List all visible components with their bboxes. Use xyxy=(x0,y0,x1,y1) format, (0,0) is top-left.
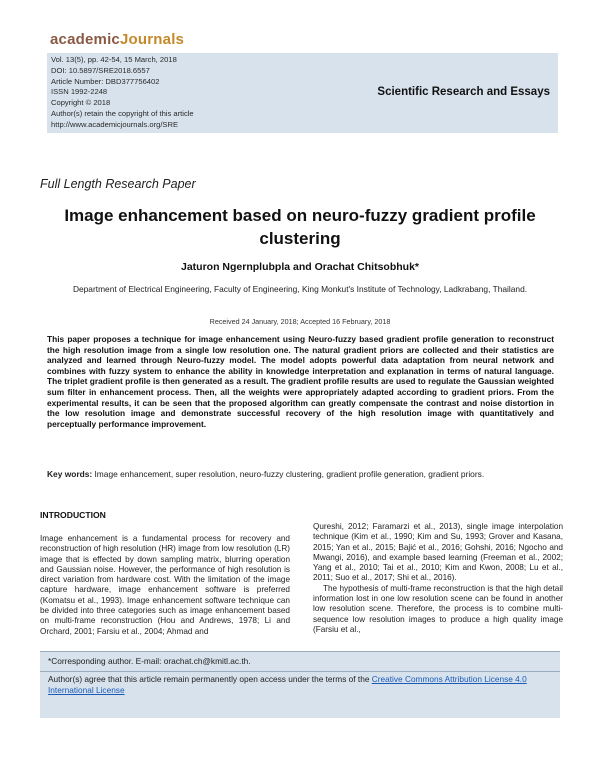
author-affiliation: Department of Electrical Engineering, Faculty of Engineering, King Monkut's Institute of Technology, Ladkrabang, Thailand. xyxy=(72,284,528,294)
license-link[interactable]: Creative Commons Attribution License 4.0 International License xyxy=(48,674,527,695)
logo-part-journals: Journals xyxy=(119,31,185,48)
meta-volume: Vol. 13(5), pp. 42-54, 15 March, 2018 xyxy=(51,55,177,64)
journal-logo xyxy=(50,31,184,48)
keywords-label: Key words: xyxy=(47,469,93,479)
logo-part-academic: academic xyxy=(50,31,120,48)
meta-rights: Author(s) retain the copyright of this article xyxy=(51,108,194,118)
received-accepted-dates: Received 24 January, 2018; Accepted 16 February, 2018 xyxy=(209,317,391,326)
article-meta xyxy=(51,55,341,131)
meta-url[interactable]: http://www.academicjournals.org/SRE xyxy=(51,119,179,129)
license-statement xyxy=(48,674,548,696)
intro-paragraph-1: Image enhancement is a fundamental process for recovery and reconstruction of high resolution (HR) image from low resolution (LR) image that is effected by down sampling matrix, blurring operation and Gaussian noise. However, the performance of high resolution is direct variation from hardware cost. With the limitation of the image capture hardware, image enhancement software is preferred (Komatsu et al., 1993). Image enhancement software technique can be divided into three categories such as image enhancement based on multi-frame reconstruction (Hou and Andrews, 1978; Li and Orchard, 2001; Farsiu et al., 2004; Ahmad and xyxy=(40,534,290,636)
intro-paragraph-1-continued: Qureshi, 2012; Faramarzi et al., 2013), single image interpolation technique (Kim et al., 1990; Kim and Su, 1993; Grover and Kasana, 2015; Yan et al., 2015; Bajić et al., 2016; Gohshi, 2016; Ngocho and Mwangi, 2016), and example based learning (Freeman et al., 2002; Yang et al., 2010; Tai et al., 2010; Kim and Kwon, 2008; Lu et al., 2011; Suo et al., 2017; Shi et al., 2016). xyxy=(313,522,563,583)
paper-authors: Jaturon Ngernplubpla and Orachat Chitsobhuk* xyxy=(180,261,420,273)
section-heading-introduction: INTRODUCTION xyxy=(40,510,106,520)
meta-issn: ISSN 1992-2248 xyxy=(51,87,108,97)
article-info-box xyxy=(47,53,558,133)
keywords-list: Image enhancement, super resolution, neuro-fuzzy clustering, gradient profile generation, gradient priors. xyxy=(94,469,485,479)
paper-title: Image enhancement based on neuro-fuzzy gradient profile clustering xyxy=(64,206,536,248)
abstract: This paper proposes a technique for image enhancement using Neuro-fuzzy based gradient profile generation to reconstruct the high resolution image from a single low resolution one. The natural gradient priors are collected and their statistics are analyzed and learned through Neuro-fuzzy model. The model adopts powerful data adaptation from neural network and combines with fuzzy system to enhance the ability in knowledge interpretation and explanation in terms of natural language. The triplet gradient profile is then generated as a result. The gradient profile results are used to regulate the Gaussian weighted sum filter in enhancement process. Then, all the weights were appropriately adapted according to gradient priors. From the experimental results, it can be seen that the proposed algorithm can greatly compensate the contrast and noise distortion in the low resolution image and demonstrate successful recovery of the high resolution image with quantitatively and perceptually performance improvement. xyxy=(47,334,554,429)
paper-type: Full Length Research Paper xyxy=(40,177,196,191)
footer-box xyxy=(40,651,560,718)
meta-copyright: Copyright © 2018 xyxy=(51,98,111,108)
keywords xyxy=(47,469,554,480)
body-column-right xyxy=(313,522,563,635)
meta-doi: DOI: 10.5897/SRE2018.6557 xyxy=(51,65,150,75)
body-column-left xyxy=(40,534,290,637)
intro-paragraph-2: The hypothesis of multi-frame reconstruction is that the high detail information lost in one low resolution scene can be found in another low resolution scene. Therefore, the process is to combine multi-sequence low resolution images to produce a high quality image (Farsiu et al., xyxy=(313,583,563,634)
meta-article-number: Article Number: DBD377756402 xyxy=(51,76,160,86)
license-text: Author(s) agree that this article remain permanently open access under the terms of the xyxy=(48,674,372,684)
journal-name: Scientific Research and Essays xyxy=(377,86,550,98)
corresponding-author-note: *Corresponding author. E-mail: orachat.ch@kmitl.ac.th. xyxy=(48,656,251,666)
footer-divider xyxy=(40,671,560,672)
